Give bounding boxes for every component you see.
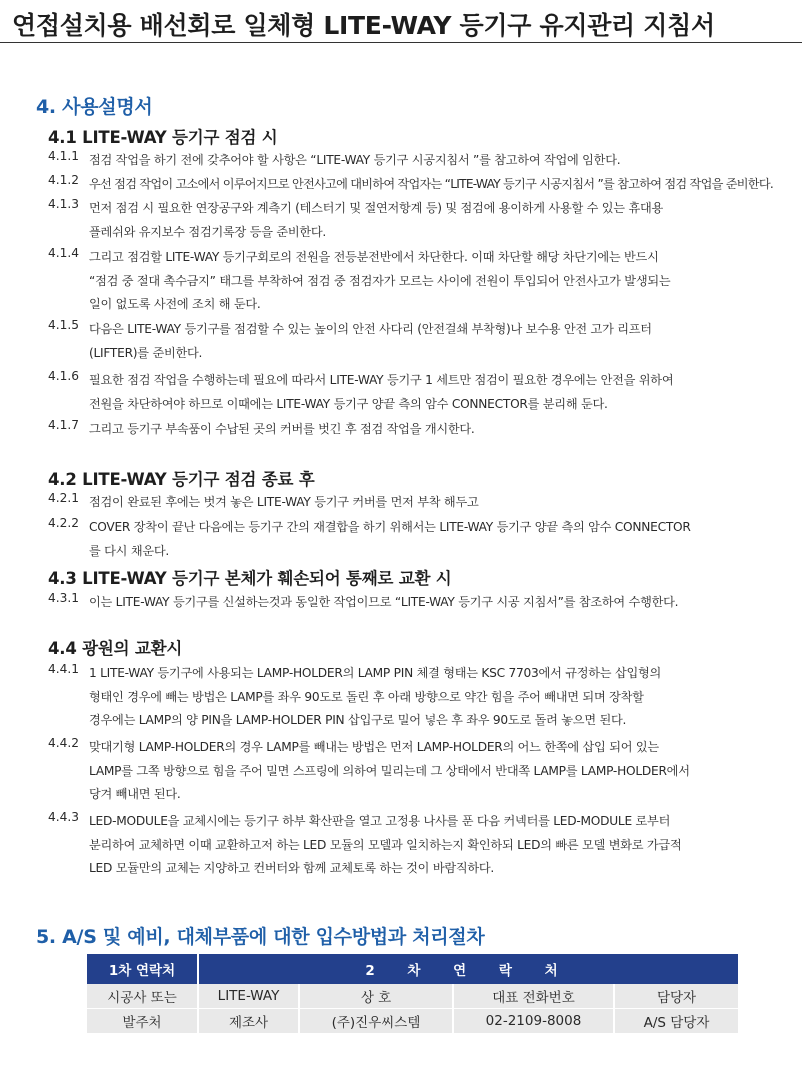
- item-text: 그리고 점검할 LITE-WAY 등기구회로의 전원을 전등분전반에서 차단한다. 이때 차단할 해당 차단기에는 반드시: [89, 250, 659, 264]
- table-cell: 시공사 또는: [87, 984, 198, 1009]
- item-number: 4.1.7: [48, 418, 80, 432]
- item-number: 4.2.2: [48, 516, 80, 530]
- title-divider: [0, 42, 802, 43]
- item-text: 그리고 등기구 부속품이 수납된 곳의 커버를 벗긴 후 점검 작업을 개시한다.: [89, 422, 475, 436]
- item-text: LED 모듈만의 교체는 지양하고 컨버터와 함께 교체토록 하는 것이 바람직하다.: [89, 861, 495, 875]
- item-text: “점검 중 절대 촉수금지” 태그를 부착하여 점검 중 점검자가 모르는 사이에 전원이 투입되어 안전사고가 발생되는: [89, 273, 671, 288]
- table-cell: A/S 담당자: [614, 1009, 738, 1034]
- item-number: 4.4.2: [48, 736, 80, 750]
- table-cell: 02-2109-8008: [453, 1009, 614, 1034]
- item-number: 4.2.1: [48, 491, 80, 505]
- table-cell: 발주처: [87, 1009, 198, 1034]
- item-number: 4.1.3: [48, 197, 80, 211]
- item-text: 일이 없도록 사전에 조치 해 둔다.: [89, 297, 261, 311]
- item-text: 플레쉬와 유지보수 점검기록장 등을 준비한다.: [89, 224, 327, 239]
- item-text: 형태인 경우에 빼는 방법은 LAMP를 좌우 90도로 돌린 후 아래 방향으로 약간 힘을 주어 빼내면 되며 장착할: [89, 689, 644, 704]
- item-number: 4.1.2: [48, 173, 80, 187]
- item-number: 4.1.1: [48, 149, 80, 163]
- contact-table: [87, 954, 738, 1033]
- item-number: 4.3.1: [48, 591, 80, 605]
- item-text: 점검이 완료된 후에는 벗겨 놓은 LITE-WAY 등기구 커버를 먼저 부착 해두고: [89, 495, 479, 509]
- table-cell: 대표 전화번호: [453, 984, 614, 1009]
- item-text: LED-MODULE을 교체시에는 등기구 하부 확산판을 열고 고정용 나사를 푼 다음 커넥터를 LED-MODULE 로부터: [89, 814, 671, 828]
- item-number: 4.1.4: [48, 246, 80, 260]
- section-4-3-heading: 4.3 LITE-WAY 등기구 본체가 훼손되어 통째로 교환 시: [48, 569, 452, 588]
- item-text: 맞대기형 LAMP-HOLDER의 경우 LAMP를 빼내는 방법은 먼저 LAMP-HOLDER의 어느 한쪽에 삽입 되어 있는: [89, 740, 659, 754]
- section-4-1-heading: 4.1 LITE-WAY 등기구 점검 시: [48, 128, 278, 147]
- item-text: COVER 장착이 끝난 다음에는 등기구 간의 재결합을 하기 위해서는 LITE-WAY 등기구 양끝 측의 암수 CONNECTOR: [89, 520, 691, 534]
- table-row: [87, 1009, 738, 1034]
- item-number: 4.1.6: [48, 369, 80, 383]
- item-text: (LIFTER)를 준비한다.: [89, 345, 203, 360]
- item-text: 필요한 점검 작업을 수행하는데 필요에 따라서 LITE-WAY 등기구 1 세트만 점검이 필요한 경우에는 안전을 위하여: [89, 373, 674, 387]
- table-cell: 상 호: [299, 984, 453, 1009]
- item-text: 전원을 차단하여야 하므로 이때에는 LITE-WAY 등기구 양끝 측의 암수 CONNECTOR를 분리해 둔다.: [89, 396, 608, 411]
- section-4-heading: 4. 사용설명서: [36, 96, 153, 118]
- item-number: 4.4.3: [48, 810, 80, 824]
- table-cell: (주)진우씨스템: [299, 1009, 453, 1034]
- item-text: 분리하여 교체하면 이때 교환하고저 하는 LED 모듈의 모델과 일치하는지 확인하되 LED의 빠른 모델 변화로 가급적: [89, 837, 682, 852]
- item-text: 점검 작업을 하기 전에 갖추어야 할 사항은 “LITE-WAY 등기구 시공지침서 ”를 참고하여 작업에 임한다.: [89, 153, 621, 167]
- item-text: 1 LITE-WAY 등기구에 사용되는 LAMP-HOLDER의 LAMP PIN 체결 형태는 KSC 7703에서 규정하는 삽입형의: [89, 666, 662, 680]
- item-number: 4.1.5: [48, 318, 80, 332]
- document-title: 연접설치용 배선회로 일체형 LITE-WAY 등기구 유지관리 지침서: [12, 11, 715, 40]
- section-4-4-heading: 4.4 광원의 교환시: [48, 639, 183, 658]
- table-cell: 제조사: [198, 1009, 299, 1034]
- item-text: 우선 점검 작업이 고소에서 이루어지므로 안전사고에 대비하여 작업자는 “LITE-WAY 등기구 시공지침서 ”를 참고하여 점검 작업을 준비한다.: [89, 177, 773, 191]
- item-text: 당겨 빼내면 된다.: [89, 787, 181, 801]
- item-number: 4.4.1: [48, 662, 80, 676]
- item-text: 경우에는 LAMP의 양 PIN을 LAMP-HOLDER PIN 삽입구로 밀어 넣은 후 좌우 90도로 돌려 놓으면 된다.: [89, 713, 627, 727]
- table-header-secondary-contact: 2 차 연 락 처: [198, 954, 738, 984]
- item-text: 이는 LITE-WAY 등기구를 신설하는것과 동일한 작업이므로 “LITE-WAY 등기구 시공 지침서”를 참조하여 수행한다.: [89, 595, 679, 609]
- section-5-heading: 5. A/S 및 예비, 대체부품에 대한 입수방법과 처리절차: [36, 926, 485, 948]
- item-text: 를 다시 채운다.: [89, 543, 170, 558]
- section-4-2-heading: 4.2 LITE-WAY 등기구 점검 종료 후: [48, 470, 315, 489]
- table-cell: 담당자: [614, 984, 738, 1009]
- item-text: 다음은 LITE-WAY 등기구를 점검할 수 있는 높이의 안전 사다리 (안전걸쇄 부착형)나 보수용 안전 고가 리프터: [89, 322, 652, 336]
- table-header-primary-contact: 1차 연락처: [87, 954, 198, 984]
- item-text: 먼저 점검 시 필요한 연장공구와 계측기 (테스터기 및 절연저항계 등) 및 점검에 용이하게 사용할 수 있는 휴대용: [89, 201, 664, 215]
- table-cell: LITE-WAY: [198, 984, 299, 1009]
- item-text: LAMP를 그쪽 방향으로 힘을 주어 밀면 스프링에 의하여 밀리는데 그 상태에서 반대쪽 LAMP를 LAMP-HOLDER에서: [89, 763, 690, 778]
- table-row: [87, 984, 738, 1009]
